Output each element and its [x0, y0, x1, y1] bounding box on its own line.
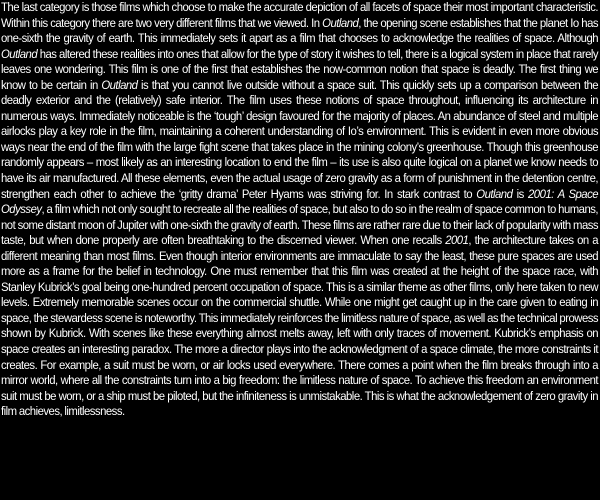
document-page [1, 0, 599, 500]
text-segment: is that you cannot live outside without a space suit. This quickly sets up a comparison between the deadly exterior and the (relatively) safe interior. The film uses these notions of space throughout, influencing its architecture in numerous ways. Immediately noticeable is the ‘tough’ design favoured for the majority of places. An abundance of steel and multiple airlocks play a key role in the film, maintaining a coherent understanding of Io’s environment. This is evident in even more obvious ways near the end of the film with the large fight scene that takes place in the mining colony’s greenhouse. Though this greenhouse randomly appears – most likely as an interesting location to end the film – its use is also quite logical on a planet we know needs to have its air manufactured. All these elements, even the actual usage of zero gravity as a form of punishment in the detention centre, strengthen each other to achieve the ‘gritty drama’ Peter Hyams was striving for. In stark contrast to [1, 77, 599, 201]
film-title-outland: Outland [476, 186, 513, 201]
text-segment: The last category is those films which choose to make the accurate depiction of all facets of space their most important characteristic. Within this category there are two very different films that we viewed. In [1, 0, 599, 30]
text-segment: has altered these realities into ones that allow for the type of story it wishes to tell, there is a logical system in place that rarely leaves one wondering. This film is one of the first that establishes the now-common notion that space is deadly. The first thing we know to be certain in [1, 46, 599, 92]
text-segment: is [512, 186, 529, 201]
film-title-2001-a-space-odyssey: 2001: A Space Odyssey [1, 186, 599, 217]
film-title-outland: Outland [101, 77, 138, 92]
text-segment: , a film which not only sought to recreate all the realities of space, but also to do so in the realm of space common to humans, not some distant moon of Jupiter with one-sixth the gravity of earth. These films are rather rare due to their lack of popularity with mass taste, but when done properly are often breathtaking to the discerned viewer. When one recalls [1, 202, 599, 248]
film-title-2001: 2001 [445, 233, 469, 248]
text-segment: , the opening scene establishes that the planet Io has one-sixth the gravity of earth. This immediately sets it apart as a film that chooses to acknowledge the realities of space. Although [1, 15, 599, 46]
film-title-outland: Outland [1, 46, 38, 61]
film-title-outland: Outland [322, 15, 359, 30]
text-segment: , the architecture takes on a different meaning than most films. Even though interior environments are immaculate to say the least, these pure spaces are used more as a frame for the belief in technology. One must remember that this film was created at the height of the space race, with Stanley Kubrick’s goal being one-hundred percent occupation of space. This is a similar theme as other films, only here taken to new levels. Extremely memorable scenes occur on the commercial shuttle. While one might get caught up in the care given to eating in space, the stewardess scene is noteworthy. This immediately reinforces the limitless nature of space, as well as the technical prowess shown by Kubrick. With scenes like these everything almost melts away, left with only traces of movement. Kubrick’s emphasis on space creates an interesting paradox. The more a director plays into the acknowledgment of a space climate, the more constraints it creates. For example, a suit must be worn, or air locks used everywhere. There comes a point when the film breaks through into a mirror world, where all the constraints turn into a big freedom: the limitless nature of space. To achieve this freedom an environment suit must be worn, or a ship must be piloted, but the infiniteness is unmistakable. This is what the acknowledgement of zero gravity in film achieves, limitlessness. [1, 233, 599, 419]
body-paragraph [1, 0, 598, 420]
